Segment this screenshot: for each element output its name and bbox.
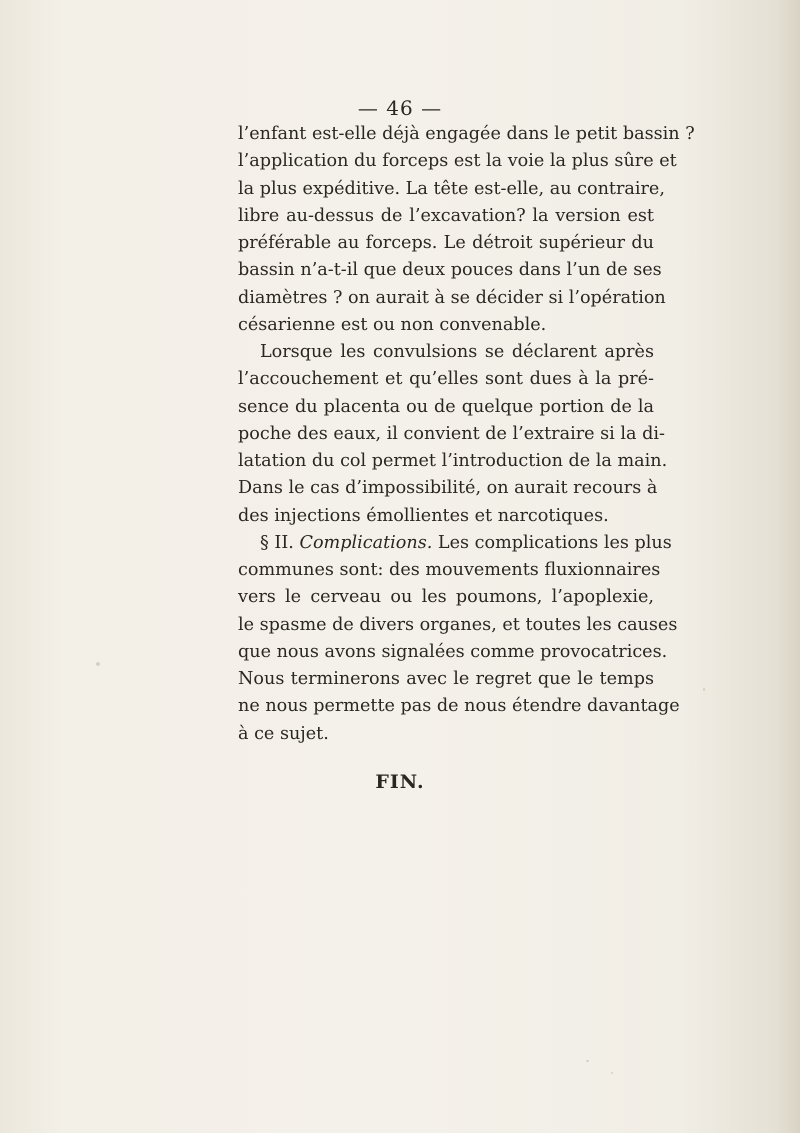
- section-mark: § II.: [260, 532, 294, 553]
- text-line: l’enfant est-elle déjà engagée dans le petit bassin ?: [238, 124, 695, 144]
- text-line: le spasme de divers organes, et toutes les causes: [238, 614, 678, 635]
- text-line: libre au-dessus de l’excavation? la version est: [238, 205, 654, 226]
- text-line: préférable au forceps. Le détroit supérieur du: [238, 233, 654, 253]
- text-line: sence du placenta ou de quelque portion de la: [238, 396, 654, 417]
- text-line: ne nous permette pas de nous étendre davantage: [238, 696, 680, 717]
- paper-speck: [611, 1072, 613, 1074]
- text-line: l’application du forceps est la voie la plus sûre et: [238, 151, 677, 172]
- text-line: Nous terminerons avec le regret que le temps: [238, 669, 654, 689]
- text-line: Lorsque les convulsions se déclarent après: [260, 342, 654, 362]
- text-line: à ce sujet.: [238, 723, 329, 744]
- section-first-line-rest: Les complications les plus: [437, 532, 672, 553]
- text-line: bassin n’a-t-il que deux pouces dans l’un de ses: [238, 260, 662, 281]
- paper-speck: [703, 688, 705, 691]
- text-line: poche des eaux, il convient de l’extraire si la di-: [238, 423, 665, 444]
- text-line: Dans le cas d’impossibilité, on aurait recours à: [238, 478, 658, 499]
- text-line: vers le cerveau ou les poumons, l’apoplexie,: [238, 587, 654, 608]
- text-line: césarienne est ou non convenable.: [238, 314, 547, 335]
- text-line: diamètres ? on aurait à se décider si l’opération: [238, 287, 666, 308]
- text-line: communes sont: des mouvements fluxionnaires: [238, 560, 661, 580]
- section-title: Complications.: [299, 532, 433, 553]
- text-line: la plus expéditive. La tête est-elle, au contraire,: [238, 178, 665, 199]
- text-line: latation du col permet l’introduction de la main.: [238, 451, 668, 471]
- body-text: [238, 121, 695, 748]
- paper-speck: [586, 1060, 589, 1062]
- section-heading-line: [238, 530, 672, 557]
- text-line: l’accouchement et qu’elles sont dues à la pré-: [238, 369, 654, 390]
- text-line: que nous avons signalées comme provocatrices.: [238, 641, 668, 662]
- end-mark: FIN.: [375, 771, 425, 793]
- page-number: — 46 —: [357, 96, 443, 120]
- text-line: des injections émollientes et narcotiques.: [238, 505, 609, 526]
- paper-speck: [96, 662, 100, 666]
